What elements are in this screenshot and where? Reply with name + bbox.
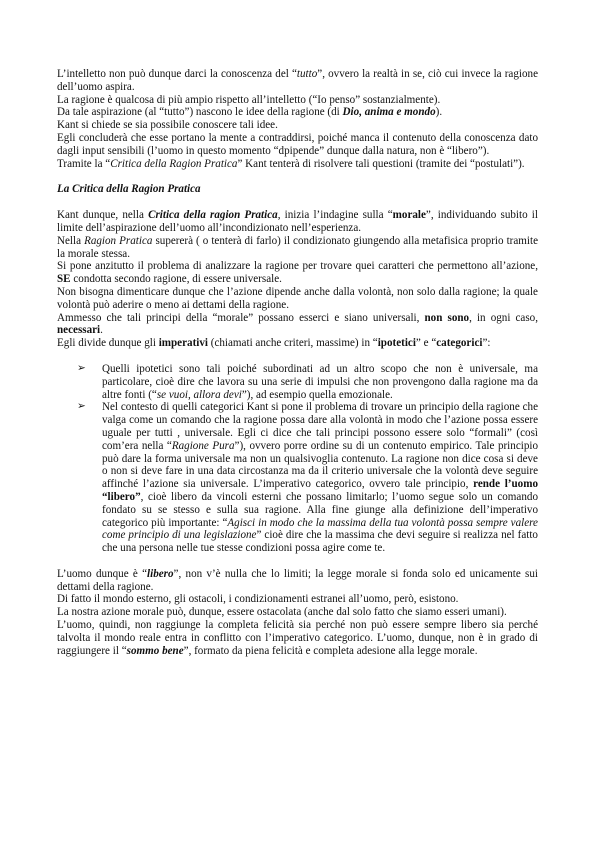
text: Ammesso che tali principi della “morale” possano esserci e siano universali, — [57, 311, 425, 324]
intro-paragraph-3 — [57, 106, 538, 119]
intro-paragraph-1 — [57, 68, 538, 94]
intro-paragraph-2 — [57, 94, 538, 107]
text: Nella — [57, 234, 85, 247]
document-page — [57, 68, 538, 657]
closing-paragraph-2 — [57, 593, 538, 606]
bold-text: necessari — [57, 324, 101, 337]
intro-paragraph-6 — [57, 158, 538, 171]
bold-text: morale — [392, 209, 426, 222]
text: Egli divide dunque gli — [57, 337, 159, 350]
closing-paragraph-4 — [57, 619, 538, 657]
text: Egli concluderà che esse portano la mente a contraddirsi, poiché manca il contenuto della conoscenza dato dagli input sensibili (l’uomo in questo momento “dpipende” dunque dalla natura, non è “libero”). — [57, 131, 538, 157]
text: ). — [435, 106, 443, 119]
italic-text: Critica della Ragion Pratica — [110, 157, 238, 170]
text: supererà ( o tenterà di farlo) il condizionato giungendo alla metafisica proprio tramite la morale stessa. — [57, 234, 538, 260]
bold-text: SE — [57, 273, 71, 286]
imperatives-list — [57, 363, 538, 555]
arrow-bullet-icon: ➢ — [77, 401, 86, 413]
italic-text: Ragion Pratica — [84, 234, 153, 247]
text: ”: — [482, 337, 491, 350]
bold-italic-text: libero — [147, 567, 174, 580]
text: Non bisogna dimenticare dunque che l’azione dipende anche dalla volontà, non solo dalla ragione; la quale volontà può aderire o meno ai dettami della ragione. — [57, 285, 538, 311]
text: Tramite la “ — [57, 157, 111, 170]
spacer — [57, 196, 538, 209]
bold-text: imperativi — [158, 337, 208, 350]
italic-text: Ragione Pura — [171, 439, 235, 452]
intro-paragraph-4 — [57, 119, 538, 132]
text: (chiamati anche criteri, massime) in “ — [207, 337, 378, 350]
bold-italic-text: sommo bene — [126, 644, 184, 657]
text: ”, non v’è nulla che lo limiti; la legge morale si fonda solo ed unicamente sui dettami della ragione. — [57, 567, 538, 593]
text: . — [100, 324, 103, 337]
italic-text: se vuoi, allora devi — [156, 388, 242, 401]
body-paragraph-2 — [57, 235, 538, 261]
closing-paragraph-3 — [57, 606, 538, 619]
body-paragraph-5 — [57, 312, 538, 338]
bold-text: non sono — [424, 311, 470, 324]
text: La ragione è qualcosa di più ampio rispetto all’intelletto (“Io penso” sostanzialmente). — [57, 93, 441, 106]
text: Si pone anzitutto il problema di analizzare la ragione per trovare quei caratteri che permettono all’azione, — [57, 260, 538, 273]
text: , cioè libero da vincoli esterni che possano limitarlo; l’uomo segue solo un comando fondato su se stesso e sulla sua ragione. Alla fine giunge alla definizione dell’imperativo categorico più importante: “ — [102, 490, 538, 529]
bold-text: rende l’uomo “libero” — [102, 478, 538, 503]
text: condotta secondo ragione, di essere universale. — [70, 273, 282, 286]
closing-paragraph-1 — [57, 568, 538, 594]
text: ”, individuando subito il limite dell’aspirazione dell’uomo all’incondizionato nell’esperienza. — [57, 209, 538, 234]
text: L’intelletto non può dunque darci la conoscenza del “ — [57, 68, 297, 80]
body-paragraph-3 — [57, 260, 538, 286]
text: Di fatto il mondo esterno, gli ostacoli, i condizionamenti estranei all’uomo, però, esistono. — [57, 593, 459, 606]
spacer — [57, 555, 538, 568]
text: ”), ad esempio quella emozionale. — [241, 388, 393, 401]
spacer — [57, 170, 538, 183]
text: ”), ovvero porre ordine su di un contenuto empirico. Tale principio può dare la forma universale ma non un qualsivoglia contenuto. La ragione non dice cosa si deve o non si deve fare in una data circostanza ma da il criterio universale che la volontà deve seguire affinché l’azione sia universale. L’imperativo categorico, ovvero tale principio, — [102, 439, 538, 491]
text: ”, ovvero la realtà in se, ciò cui invece la ragione dell’uomo aspira. — [57, 68, 539, 93]
body-paragraph-1 — [57, 209, 538, 235]
bold-text: categorici — [436, 337, 483, 350]
spacer — [57, 350, 538, 363]
bold-italic-text: Dio, anima e mondo — [342, 106, 436, 119]
list-item-hypothetical — [57, 363, 538, 401]
text: , in ogni caso, — [469, 311, 538, 324]
text: La nostra azione morale può, dunque, essere ostacolata (anche dal solo fatto che siamo esseri umani). — [57, 606, 507, 619]
italic-text: tutto — [296, 68, 318, 80]
body-paragraph-6 — [57, 337, 538, 350]
list-item-categorical — [57, 401, 538, 555]
text: ” cioè dire che la massima che devi seguire si realizza nel fatto che una persona nelle tue stesse condizioni possa agire come te. — [102, 529, 538, 555]
intro-paragraph-5 — [57, 132, 538, 158]
italic-text: Agisci in modo che la massima della tua volontà possa sempre valere come principio di una legislazione — [102, 516, 538, 542]
section-heading: La Critica della Ragion Pratica — [57, 183, 201, 196]
text: Kant dunque, nella — [57, 209, 149, 222]
text: ” e “ — [415, 337, 437, 350]
text: Quelli ipotetici sono tali poiché subordinati ad un altro scopo che non è universale, ma particolare, cioè dire che lavora su una serie di impulsi che non provengono dalla ragione ma da altre fonti (“ — [102, 362, 538, 401]
bold-text: ipotetici — [377, 337, 416, 350]
bold-italic-text: Critica della ragion Pratica — [148, 209, 278, 222]
arrow-bullet-icon: ➢ — [77, 362, 86, 374]
text: L’uomo, quindi, non raggiunge la completa felicità sia perché non può essere sempre libero sia perché talvolta il mondo reale entra in conflitto con l’imperativo categorico. L’uomo, dunque, non è in grado di raggiungere il “ — [57, 619, 538, 657]
text: ” Kant tenterà di risolvere tali questioni (tramite dei “postulati”). — [237, 157, 525, 170]
text: Kant si chiede se sia possibile conoscere tali idee. — [57, 119, 278, 132]
text: , inizia l’indagine sulla “ — [277, 209, 393, 222]
body-paragraph-4 — [57, 286, 538, 312]
text: L’uomo dunque è “ — [57, 567, 148, 580]
text: ”, formato da piena felicità e completa adesione alla legge morale. — [183, 644, 478, 657]
text: Nel contesto di quelli categorici Kant si pone il problema di trovare un principio della ragione che valga come un comando che la ragione possa dare alla volontà in modo che l’azione possa essere uguale per tutti , universale. Egli ci dice che tali principi possono essere solo “formali” (così com’era nella “ — [102, 401, 538, 452]
text: Da tale aspirazione (al “tutto”) nascono le idee della ragione (di — [57, 106, 343, 119]
